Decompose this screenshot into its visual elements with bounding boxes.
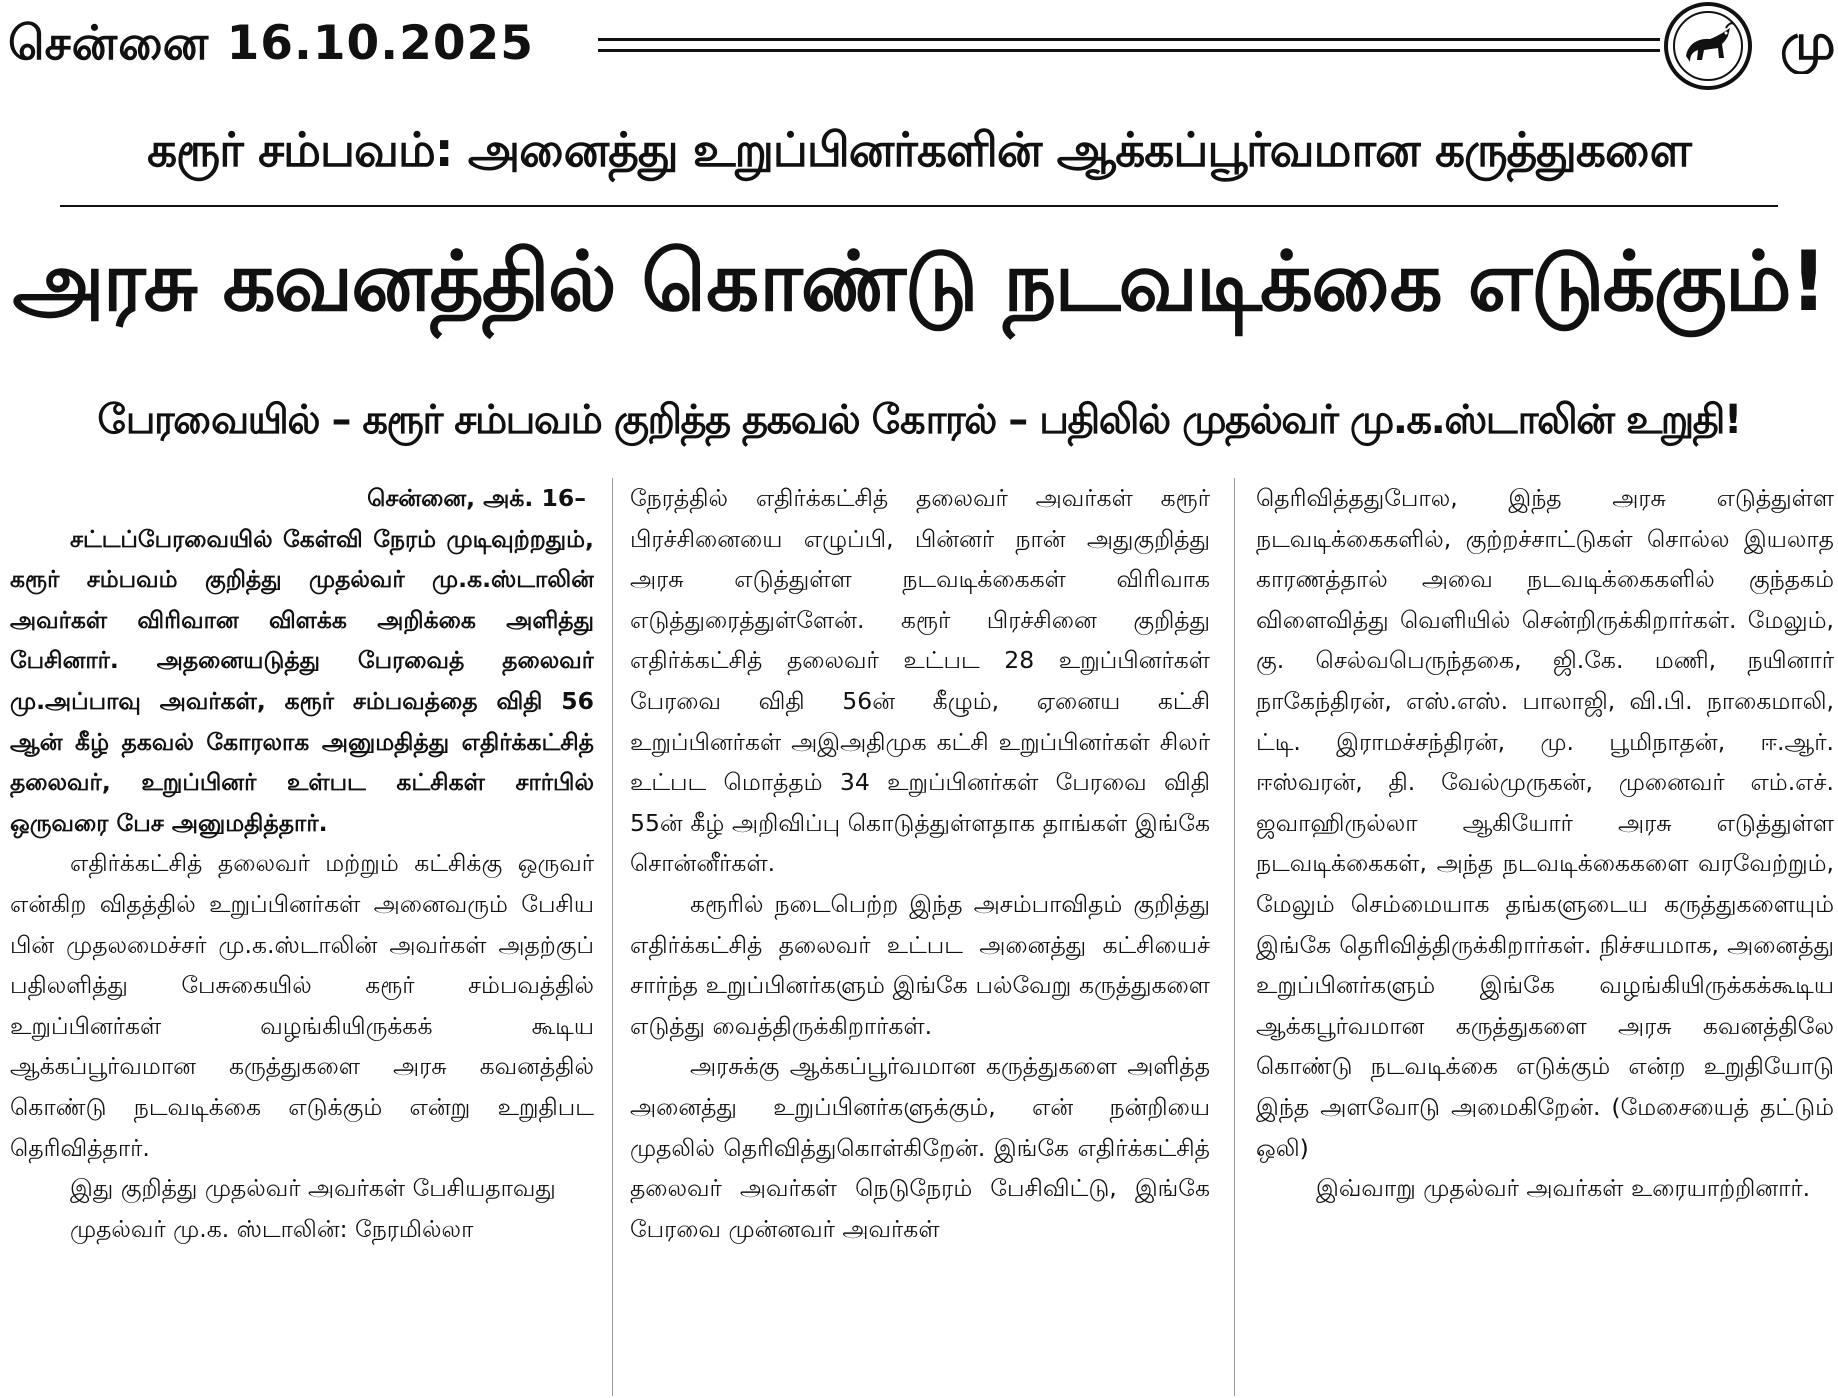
- masthead-title-fragment: மு: [1780, 13, 1836, 71]
- article-paragraph: எதிர்க்கட்சித் தலைவர் மற்றும் கட்சிக்கு ஒருவர் என்கிற விதத்தில் உறுப்பினர்கள் அனைவரும் பேசிய பின் முதலமைச்சர் மு.க.ஸ்டாலின் அவர்கள் அதற்குப் பதிலளித்து பேசுகையில் கரூர் சம்பவத்தில் உறுப்பினர்கள் வழங்கியிருக்கக் கூடிய ஆக்கப்பூர்வமான கருத்துகளை அரசு கவனத்தில் கொண்டு நடவடிக்கை எடுக்கும் என்று உறுதிபட தெரிவித்தார்.: [10, 849, 594, 1162]
- kicker-rule: [60, 205, 1778, 207]
- article-paragraph: அரசுக்கு ஆக்கப்பூர்வமான கருத்துகளை அளித்த அனைத்து உறுப்பினர்களுக்கும், என் நன்றியை முதலில் தெரிவித்துகொள்கிறேன். இங்கே எதிர்க்கட்சித் தலைவர் அவர்கள் நெடுநேரம் பேசிவிட்டு, இங்கே பேரவை முன்னவர் அவர்கள்: [630, 1052, 1210, 1243]
- column-divider: [1234, 478, 1235, 1396]
- masthead: [0, 0, 1838, 100]
- article-column-3: [1256, 478, 1834, 1396]
- article-paragraph: இது குறித்து முதல்வர் அவர்கள் பேசியதாவது: [70, 1174, 556, 1203]
- article-subhead: பேரவையில் – கரூர் சம்பவம் குறித்த தகவல் கோரல் – பதிலில் முதல்வர் மு.க.ஸ்டாலின் உறுதி!: [97, 397, 1741, 443]
- article-column-1: [10, 478, 594, 1396]
- bull-emblem-graphic: [1668, 6, 1748, 86]
- article-paragraph: இவ்வாறு முதல்வர் அவர்கள் உரையாற்றினார்.: [1316, 1174, 1811, 1203]
- article-dateline: சென்னை, அக். 16–: [367, 484, 586, 512]
- article-paragraph: தெரிவித்ததுபோல, இந்த அரசு எடுத்துள்ள நடவடிக்கைகளில், குற்றச்சாட்டுகள் சொல்ல இயலாத காரணத்தால் அவை நடவடிக்கைகளில் குந்தகம் விளைவித்து வெளியில் சென்றிருக்கிறார்கள். மேலும், கு. செல்வபெருந்தகை, ஜி.கே. மணி, நயினார் நாகேந்திரன், எஸ்.எஸ். பாலாஜி, வி.பி. நாகைமாலி, ட்டி. இராமச்சந்திரன், மு. பூமிநாதன், ஈ.ஆர். ஈஸ்வரன், தி. வேல்முருகன், முனைவர் எம்.எச். ஜவாஹிருல்லா ஆகியோர் அரசு எடுத்துள்ள நடவடிக்கைகள், அந்த நடவடிக்கைகளை வரவேற்றும், மேலும் செம்மையாக தங்களுடைய கருத்துகளையும் இங்கே தெரிவித்திருக்கிறார்கள். நிச்சயமாக, அனைத்து உறுப்பினர்களும் இங்கே வழங்கியிருக்கக்கூடிய ஆக்கபூர்வமான கருத்துகளை அரசு கவனத்திலே கொண்டு நடவடிக்கை எடுக்கும் என்ற உறுதியோடு இந்த அளவோடு அமைகிறேன். (மேசையைத் தட்டும் ஒலி): [1256, 484, 1834, 1162]
- bull-emblem-icon: [1664, 2, 1752, 90]
- article-column-2: [630, 478, 1210, 1396]
- article-paragraph: நேரத்தில் எதிர்க்கட்சித் தலைவர் அவர்கள் கரூர் பிரச்சினையை எழுப்பி, பின்னர் நான் அதுகுறித்து அரசு எடுத்துள்ள நடவடிக்கைகள் விரிவாக எடுத்துரைத்துள்ளேன். கரூர் பிரச்சினை குறித்து எதிர்க்கட்சித் தலைவர் உட்பட 28 உறுப்பினர்கள் பேரவை விதி 56ன் கீழும், ஏனைய கட்சி உறுப்பினர்கள் அஇஅதிமுக கட்சி உறுப்பினர்கள் சிலர் உட்பட மொத்தம் 34 உறுப்பினர்கள் பேரவை விதி 55ன் கீழ் அறிவிப்பு கொடுத்துள்ளதாக தாங்கள் இங்கே சொன்னீர்கள்.: [630, 484, 1210, 878]
- article-paragraph: கரூரில் நடைபெற்ற இந்த அசம்பாவிதம் குறித்து எதிர்க்கட்சித் தலைவர் உட்பட அனைத்து கட்சியைச் சார்ந்த உறுப்பினர்களும் இங்கே பல்வேறு கருத்துகளை எடுத்து வைத்திருக்கிறார்கள்.: [630, 889, 1210, 1040]
- masthead-rule: [598, 49, 1660, 52]
- article-kicker: கரூர் சம்பவம்: அனைத்து உறுப்பினர்களின் ஆக்கப்பூர்வமான கருத்துகளை: [147, 123, 1691, 178]
- article-paragraph: முதல்வர் மு.க. ஸ்டாலின்: நேரமில்லா: [70, 1214, 474, 1243]
- column-divider: [612, 478, 613, 1396]
- article-headline: அரசு கவனத்தில் கொண்டு நடவடிக்கை எடுக்கும்!: [12, 233, 1826, 330]
- masthead-rule: [598, 38, 1660, 41]
- article-lead-paragraph: சட்டப்பேரவையில் கேள்வி நேரம் முடிவுற்றதும், கரூர் சம்பவம் குறித்து முதல்வர் மு.க.ஸ்டாலின் அவர்கள் விரிவான விளக்க அறிக்கை அளித்து பேசினார். அதனையடுத்து பேரவைத் தலைவர் மு.அப்பாவு அவர்கள், கரூர் சம்பவத்தை விதி 56 ஆன் கீழ் தகவல் கோரலாக அனுமதித்து எதிர்க்கட்சித் தலைவர், உறுப்பினர் உள்பட கட்சிகள் சார்பில் ஒருவரை பேச அனுமதித்தார்.: [10, 524, 594, 837]
- masthead-dateline: சென்னை 16.10.2025: [8, 16, 534, 71]
